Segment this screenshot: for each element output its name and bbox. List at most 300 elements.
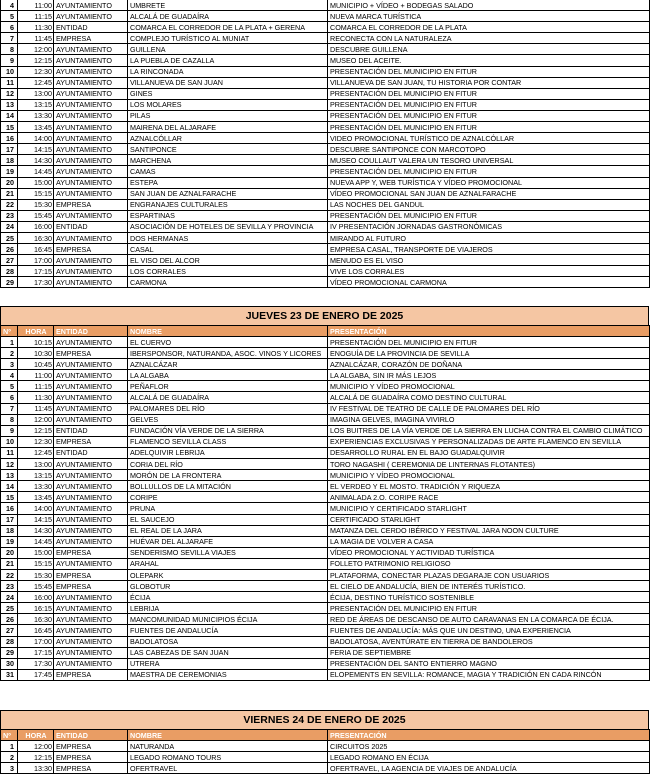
table-row — [1, 492, 650, 503]
table-row — [1, 658, 650, 669]
table-row — [1, 425, 650, 436]
row-presentation: RECONECTA CON LA NATURALEZA — [328, 33, 650, 44]
row-name: LEGADO ROMANO TOURS — [128, 752, 328, 763]
row-name: PRUNA — [128, 503, 328, 514]
table-row — [1, 122, 650, 133]
row-presentation: VILLANUEVA DE SAN JUAN, TU HISTORIA POR CONTAR — [328, 77, 650, 88]
row-entity: AYUNTAMIENTO — [54, 658, 128, 669]
table-row — [1, 166, 650, 177]
row-entity: AYUNTAMIENTO — [54, 625, 128, 636]
row-name: COMPLEJO TURÍSTICO AL MUNIAT — [128, 33, 328, 44]
row-entity: AYUNTAMIENTO — [54, 558, 128, 569]
row-time: 13:30 — [18, 481, 54, 492]
row-number: 3 — [1, 763, 18, 774]
row-time: 14:30 — [18, 155, 54, 166]
row-time: 13:45 — [18, 122, 54, 133]
row-entity: AYUNTAMIENTO — [54, 122, 128, 133]
table-row — [1, 255, 650, 266]
row-name: PALOMARES DEL RÍO — [128, 403, 328, 414]
table-row — [1, 447, 650, 458]
row-entity: AYUNTAMIENTO — [54, 459, 128, 470]
row-name: SAN JUAN DE AZNALFARACHE — [128, 188, 328, 199]
table-row — [1, 392, 650, 403]
row-entity: ENTIDAD — [54, 447, 128, 458]
row-presentation: ALCALÁ DE GUADAÍRA COMO DESTINO CULTURAL — [328, 392, 650, 403]
row-time: 15:30 — [18, 569, 54, 580]
row-number: 18 — [1, 525, 18, 536]
header-nombre: NOMBRE — [128, 326, 328, 337]
row-time: 17:15 — [18, 266, 54, 277]
table-row — [1, 348, 650, 359]
row-name: GINES — [128, 88, 328, 99]
row-name: MARCHENA — [128, 155, 328, 166]
row-name: LOS CORRALES — [128, 266, 328, 277]
row-time: 11:30 — [18, 22, 54, 33]
row-name: ENGRANAJES CULTURALES — [128, 199, 328, 210]
row-name: MAIRENA DEL ALJARAFE — [128, 122, 328, 133]
row-time: 11:00 — [18, 370, 54, 381]
row-presentation: MUSEO DEL ACEITE. — [328, 55, 650, 66]
row-entity: AYUNTAMIENTO — [54, 99, 128, 110]
row-presentation: NUEVA MARCA TURÍSTICA — [328, 11, 650, 22]
row-entity: AYUNTAMIENTO — [54, 514, 128, 525]
row-name: EL VISO DEL ALCOR — [128, 255, 328, 266]
row-number: 28 — [1, 636, 18, 647]
row-number: 26 — [1, 244, 18, 255]
row-number: 14 — [1, 110, 18, 121]
row-presentation: PRESENTACIÓN DEL MUNICIPIO EN FITUR — [328, 66, 650, 77]
row-name: FUNDACIÓN VÍA VERDE DE LA SIERRA — [128, 425, 328, 436]
table-row — [1, 481, 650, 492]
row-presentation: ANIMALADA 2.O. CORIPE RACE — [328, 492, 650, 503]
row-number: 15 — [1, 492, 18, 503]
row-entity: AYUNTAMIENTO — [54, 392, 128, 403]
row-number: 12 — [1, 88, 18, 99]
row-time: 11:30 — [18, 392, 54, 403]
row-name: ÉCIJA — [128, 592, 328, 603]
header-hora: HORA — [18, 326, 54, 337]
row-presentation: ENOGUÍA DE LA PROVINCIA DE SEVILLA — [328, 348, 650, 359]
row-time: 14:45 — [18, 536, 54, 547]
row-entity: AYUNTAMIENTO — [54, 337, 128, 348]
row-presentation: LAS NOCHES DEL GANDUL — [328, 199, 650, 210]
row-time: 15:30 — [18, 199, 54, 210]
row-time: 14:15 — [18, 144, 54, 155]
row-number: 25 — [1, 603, 18, 614]
table-row — [1, 133, 650, 144]
table-row — [1, 470, 650, 481]
row-time: 13:45 — [18, 492, 54, 503]
row-number: 17 — [1, 144, 18, 155]
row-presentation: FUENTES DE ANDALUCÍA: MÁS QUE UN DESTINO, UNA EXPERIENCIA — [328, 625, 650, 636]
row-name: DOS HERMANAS — [128, 232, 328, 243]
table-row — [1, 636, 650, 647]
row-name: ALCALÁ DE GUADAÍRA — [128, 392, 328, 403]
table-row — [1, 625, 650, 636]
row-entity: AYUNTAMIENTO — [54, 66, 128, 77]
row-entity: EMPRESA — [54, 33, 128, 44]
row-time: 11:00 — [18, 0, 54, 11]
table-header-row — [1, 730, 650, 741]
row-name: AZNALCÓLLAR — [128, 133, 328, 144]
row-presentation: OFERTRAVEL, LA AGENCIA DE VIAJES DE ANDALUCÍA — [328, 763, 650, 774]
row-presentation: EL CIELO DE ANDALUCÍA, BIEN DE INTERÉS TURÍSTICO. — [328, 581, 650, 592]
row-time: 14:00 — [18, 503, 54, 514]
row-number: 9 — [1, 425, 18, 436]
row-entity: EMPRESA — [54, 752, 128, 763]
row-presentation: TORO NAGASHI ( CEREMONIA DE LINTERNAS FLOTANTES) — [328, 459, 650, 470]
row-presentation: ÉCIJA, DESTINO TURÍSTICO SOSTENIBLE — [328, 592, 650, 603]
row-entity: AYUNTAMIENTO — [54, 403, 128, 414]
row-time: 13:00 — [18, 88, 54, 99]
row-name: BADOLATOSA — [128, 636, 328, 647]
row-name: OLEPARK — [128, 569, 328, 580]
row-entity: EMPRESA — [54, 569, 128, 580]
row-name: IBERSPONSOR, NATURANDA, ASOC. VINOS Y LICORES — [128, 348, 328, 359]
row-time: 13:30 — [18, 763, 54, 774]
row-number: 26 — [1, 614, 18, 625]
row-entity: AYUNTAMIENTO — [54, 592, 128, 603]
row-name: MAESTRA DE CEREMONIAS — [128, 669, 328, 680]
row-number: 24 — [1, 592, 18, 603]
schedule-table — [0, 0, 650, 288]
row-number: 2 — [1, 752, 18, 763]
row-presentation: IV PRESENTACIÓN JORNADAS GASTRONÓMICAS — [328, 221, 650, 232]
table-row — [1, 55, 650, 66]
row-entity: AYUNTAMIENTO — [54, 414, 128, 425]
row-time: 16:00 — [18, 221, 54, 232]
table-row — [1, 99, 650, 110]
row-presentation: PRESENTACIÓN DEL MUNICIPIO EN FITUR — [328, 210, 650, 221]
row-time: 14:30 — [18, 525, 54, 536]
row-number: 13 — [1, 99, 18, 110]
row-presentation: CERTIFICADO STARLIGHT — [328, 514, 650, 525]
row-time: 16:30 — [18, 614, 54, 625]
table-row — [1, 381, 650, 392]
row-entity: AYUNTAMIENTO — [54, 503, 128, 514]
row-name: CORIA DEL RÍO — [128, 459, 328, 470]
row-number: 22 — [1, 199, 18, 210]
header-hora: HORA — [18, 730, 54, 741]
row-number: 30 — [1, 658, 18, 669]
row-time: 13:15 — [18, 99, 54, 110]
row-presentation: VIVE LOS CORRALES — [328, 266, 650, 277]
row-number: 19 — [1, 166, 18, 177]
row-presentation: PRESENTACIÓN DEL MUNICIPIO EN FITUR — [328, 337, 650, 348]
row-entity: AYUNTAMIENTO — [54, 536, 128, 547]
table-row — [1, 221, 650, 232]
row-entity: AYUNTAMIENTO — [54, 370, 128, 381]
row-name: FUENTES DE ANDALUCÍA — [128, 625, 328, 636]
row-name: PILAS — [128, 110, 328, 121]
row-name: BOLLULLOS DE LA MITACIÓN — [128, 481, 328, 492]
row-number: 12 — [1, 459, 18, 470]
row-entity: AYUNTAMIENTO — [54, 277, 128, 288]
row-number: 10 — [1, 436, 18, 447]
row-entity: EMPRESA — [54, 199, 128, 210]
row-presentation: VÍDEO PROMOCIONAL SAN JUAN DE AZNALFARACHE — [328, 188, 650, 199]
row-time: 11:45 — [18, 403, 54, 414]
row-entity: ENTIDAD — [54, 425, 128, 436]
row-presentation: EXPERIENCIAS EXCLUSIVAS Y PERSONALIZADAS DE ARTE FLAMENCO EN SEVILLA — [328, 436, 650, 447]
row-presentation: RED DE ÁREAS DE DESCANSO DE AUTO CARAVANAS EN LA COMARCA DE ÉCIJA. — [328, 614, 650, 625]
row-presentation: PRESENTACIÓN DEL MUNICIPIO EN FITUR — [328, 99, 650, 110]
row-number: 1 — [1, 337, 18, 348]
row-name: ASOCIACIÓN DE HOTELES DE SEVILLA Y PROVINCIA — [128, 221, 328, 232]
row-number: 7 — [1, 403, 18, 414]
row-number: 9 — [1, 55, 18, 66]
table-row — [1, 359, 650, 370]
row-presentation: LA MAGIA DE VOLVER A CASA — [328, 536, 650, 547]
row-time: 16:00 — [18, 592, 54, 603]
row-time: 12:30 — [18, 66, 54, 77]
header-num: Nº — [1, 730, 18, 741]
table-row — [1, 752, 650, 763]
schedule-section-friday — [0, 710, 650, 774]
row-name: SANTIPONCE — [128, 144, 328, 155]
row-name: GELVES — [128, 414, 328, 425]
row-presentation: FERIA DE SEPTIEMBRE — [328, 647, 650, 658]
row-number: 29 — [1, 647, 18, 658]
row-entity: EMPRESA — [54, 348, 128, 359]
row-number: 25 — [1, 232, 18, 243]
header-entidad: ENTIDAD — [54, 326, 128, 337]
row-number: 18 — [1, 155, 18, 166]
row-name: LAS CABEZAS DE SAN JUAN — [128, 647, 328, 658]
row-entity: AYUNTAMIENTO — [54, 492, 128, 503]
row-time: 15:45 — [18, 210, 54, 221]
row-time: 15:45 — [18, 581, 54, 592]
table-row — [1, 647, 650, 658]
table-row — [1, 244, 650, 255]
row-name: LEBRIJA — [128, 603, 328, 614]
row-number: 23 — [1, 210, 18, 221]
header-entidad: ENTIDAD — [54, 730, 128, 741]
schedule-section-thursday — [0, 306, 650, 681]
row-number: 5 — [1, 11, 18, 22]
row-presentation: MUNICIPIO + VÍDEO + BODEGAS SALADO — [328, 0, 650, 11]
table-row — [1, 569, 650, 580]
table-header-row — [1, 326, 650, 337]
row-time: 15:15 — [18, 558, 54, 569]
table-row — [1, 232, 650, 243]
table-row — [1, 503, 650, 514]
row-number: 20 — [1, 547, 18, 558]
row-time: 12:00 — [18, 44, 54, 55]
row-number: 23 — [1, 581, 18, 592]
row-name: CORIPE — [128, 492, 328, 503]
row-number: 29 — [1, 277, 18, 288]
row-presentation: PRESENTACIÓN DEL MUNICIPIO EN FITUR — [328, 166, 650, 177]
table-row — [1, 337, 650, 348]
row-time: 11:45 — [18, 33, 54, 44]
row-name: CAMAS — [128, 166, 328, 177]
row-entity: EMPRESA — [54, 244, 128, 255]
table-row — [1, 514, 650, 525]
row-number: 21 — [1, 188, 18, 199]
row-number: 28 — [1, 266, 18, 277]
row-number: 6 — [1, 22, 18, 33]
row-presentation: VÍDEO PROMOCIONAL CARMONA — [328, 277, 650, 288]
row-entity: AYUNTAMIENTO — [54, 381, 128, 392]
row-presentation: IMAGINA GELVES, IMAGINA VIVIRLO — [328, 414, 650, 425]
row-presentation: LA ALGABA, SIN IR MÁS LEJOS — [328, 370, 650, 381]
row-name: EL SAUCEJO — [128, 514, 328, 525]
row-time: 11:15 — [18, 381, 54, 392]
row-entity: AYUNTAMIENTO — [54, 11, 128, 22]
row-time: 13:15 — [18, 470, 54, 481]
row-number: 6 — [1, 392, 18, 403]
row-name: COMARCA EL CORREDOR DE LA PLATA + GERENA — [128, 22, 328, 33]
row-presentation: EL VERDEO Y EL MOSTO. TRADICIÓN Y RIQUEZA — [328, 481, 650, 492]
row-entity: AYUNTAMIENTO — [54, 470, 128, 481]
schedule-table — [0, 325, 650, 681]
row-entity: AYUNTAMIENTO — [54, 77, 128, 88]
row-name: LA ALGABA — [128, 370, 328, 381]
row-entity: AYUNTAMIENTO — [54, 525, 128, 536]
row-time: 17:15 — [18, 647, 54, 658]
row-name: EL REAL DE LA JARA — [128, 525, 328, 536]
row-entity: AYUNTAMIENTO — [54, 144, 128, 155]
row-name: CARMONA — [128, 277, 328, 288]
header-nombre: NOMBRE — [128, 730, 328, 741]
row-presentation: MUNICIPIO Y VÍDEO PROMOCIONAL — [328, 381, 650, 392]
row-name: VILLANUEVA DE SAN JUAN — [128, 77, 328, 88]
row-presentation: COMARCA EL CORREDOR DE LA PLATA — [328, 22, 650, 33]
row-number: 4 — [1, 370, 18, 381]
table-row — [1, 177, 650, 188]
row-presentation: ELOPEMENTS EN SEVILLA: ROMANCE, MAGIA Y TRADICIÓN EN CADA RINCÓN — [328, 669, 650, 680]
row-time: 12:15 — [18, 425, 54, 436]
table-row — [1, 277, 650, 288]
row-presentation: PRESENTACIÓN DEL MUNICIPIO EN FITUR — [328, 88, 650, 99]
row-entity: EMPRESA — [54, 741, 128, 752]
row-time: 15:00 — [18, 177, 54, 188]
row-presentation: CIRCUITOS 2025 — [328, 741, 650, 752]
row-name: UMBRETE — [128, 0, 328, 11]
table-row — [1, 88, 650, 99]
row-time: 15:00 — [18, 547, 54, 558]
row-entity: AYUNTAMIENTO — [54, 0, 128, 11]
row-name: GUILLENA — [128, 44, 328, 55]
row-number: 17 — [1, 514, 18, 525]
table-row — [1, 763, 650, 774]
row-time: 10:15 — [18, 337, 54, 348]
row-number: 8 — [1, 44, 18, 55]
row-time: 14:00 — [18, 133, 54, 144]
row-entity: AYUNTAMIENTO — [54, 255, 128, 266]
row-presentation: DESCUBRE SANTIPONCE CON MARCOTOPO — [328, 144, 650, 155]
row-time: 10:30 — [18, 348, 54, 359]
row-entity: AYUNTAMIENTO — [54, 647, 128, 658]
table-row — [1, 459, 650, 470]
row-time: 11:15 — [18, 11, 54, 22]
header-num: Nº — [1, 326, 18, 337]
row-presentation: VÍDEO PROMOCIONAL Y ACTIVIDAD TURÍSTICA — [328, 547, 650, 558]
row-number: 3 — [1, 359, 18, 370]
section-title: VIERNES 24 DE ENERO DE 2025 — [0, 710, 649, 729]
row-presentation: MIRANDO AL FUTURO — [328, 232, 650, 243]
row-number: 1 — [1, 741, 18, 752]
table-row — [1, 66, 650, 77]
row-entity: AYUNTAMIENTO — [54, 636, 128, 647]
row-number: 20 — [1, 177, 18, 188]
row-number: 24 — [1, 221, 18, 232]
row-name: LA RINCONADA — [128, 66, 328, 77]
row-time: 16:30 — [18, 232, 54, 243]
row-time: 16:15 — [18, 603, 54, 614]
row-entity: EMPRESA — [54, 547, 128, 558]
row-name: HUÉVAR DEL ALJARAFE — [128, 536, 328, 547]
row-presentation: MUNICIPIO Y VÍDEO PROMOCIONAL — [328, 470, 650, 481]
row-name: LA PUEBLA DE CAZALLA — [128, 55, 328, 66]
row-presentation: BADOLATOSA, AVENTÚRATE EN TIERRA DE BANDOLEROS — [328, 636, 650, 647]
row-name: MORÓN DE LA FRONTERA — [128, 470, 328, 481]
row-entity: EMPRESA — [54, 669, 128, 680]
row-presentation: PLATAFORMA, CONECTAR PLAZAS DEGARAJE CON USUARIOS — [328, 569, 650, 580]
row-number: 5 — [1, 381, 18, 392]
row-time: 12:00 — [18, 414, 54, 425]
row-time: 16:45 — [18, 625, 54, 636]
row-entity: AYUNTAMIENTO — [54, 232, 128, 243]
table-row — [1, 525, 650, 536]
row-name: PEÑAFLOR — [128, 381, 328, 392]
row-name: ADELQUIVIR LEBRIJA — [128, 447, 328, 458]
row-presentation: AZNALCÁZAR, CORAZÓN DE DOÑANA — [328, 359, 650, 370]
table-row — [1, 210, 650, 221]
row-name: LOS MOLARES — [128, 99, 328, 110]
row-time: 13:00 — [18, 459, 54, 470]
row-presentation: MUSEO COULLAUT VALERA UN TESORO UNIVERSAL — [328, 155, 650, 166]
table-row — [1, 199, 650, 210]
table-row — [1, 155, 650, 166]
row-presentation: MATANZA DEL CERDO IBÉRICO Y FESTIVAL JARA NOON CULTURE — [328, 525, 650, 536]
row-number: 11 — [1, 77, 18, 88]
table-row — [1, 547, 650, 558]
row-entity: AYUNTAMIENTO — [54, 55, 128, 66]
table-row — [1, 436, 650, 447]
row-presentation: NUEVA APP Y, WEB TURÍSTICA Y VÍDEO PROMOCIONAL — [328, 177, 650, 188]
row-number: 27 — [1, 255, 18, 266]
row-number: 19 — [1, 536, 18, 547]
table-row — [1, 188, 650, 199]
row-name: GLOBOTUR — [128, 581, 328, 592]
row-time: 17:00 — [18, 255, 54, 266]
row-name: CASAL — [128, 244, 328, 255]
row-entity: EMPRESA — [54, 763, 128, 774]
row-presentation: FOLLETO PATRIMONIO RELIGIOSO — [328, 558, 650, 569]
row-number: 27 — [1, 625, 18, 636]
row-time: 16:45 — [18, 244, 54, 255]
row-entity: AYUNTAMIENTO — [54, 88, 128, 99]
row-presentation: MENUDO ES EL VISO — [328, 255, 650, 266]
row-entity: AYUNTAMIENTO — [54, 166, 128, 177]
row-name: AZNALCÁZAR — [128, 359, 328, 370]
header-presentacion: PRESENTACIÓN — [328, 326, 650, 337]
row-name: MANCOMUNIDAD MUNICIPIOS ÉCIJA — [128, 614, 328, 625]
row-name: UTRERA — [128, 658, 328, 669]
row-time: 12:15 — [18, 752, 54, 763]
row-entity: AYUNTAMIENTO — [54, 210, 128, 221]
row-presentation: EMPRESA CASAL, TRANSPORTE DE VIAJEROS — [328, 244, 650, 255]
row-entity: AYUNTAMIENTO — [54, 359, 128, 370]
table-row — [1, 22, 650, 33]
table-row — [1, 558, 650, 569]
row-presentation: MUNICIPIO Y CERTIFICADO STARLIGHT — [328, 503, 650, 514]
row-number: 16 — [1, 503, 18, 514]
row-entity: AYUNTAMIENTO — [54, 110, 128, 121]
row-time: 14:45 — [18, 166, 54, 177]
